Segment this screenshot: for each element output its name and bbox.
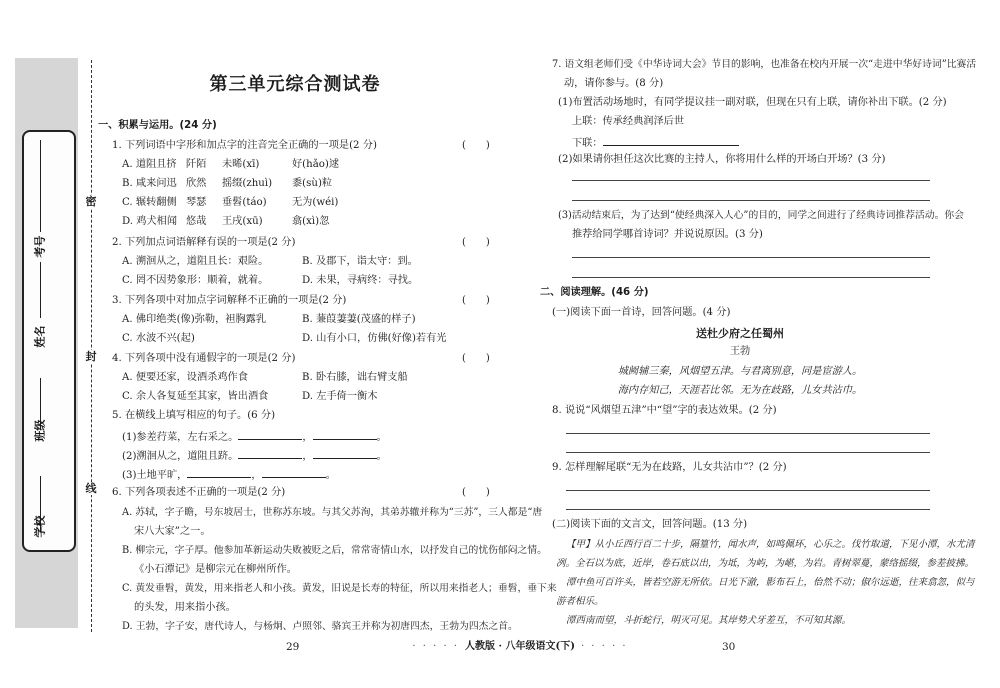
q5-line1-comma: ， xyxy=(302,432,313,443)
footer-dots-right: · · · · · xyxy=(580,641,628,652)
page-number-right: 30 xyxy=(722,641,736,653)
poem-line-2: 海内存知己，天涯若比邻。无为在歧路，儿女共沾巾。 xyxy=(617,385,863,396)
q1-answer-paren[interactable]: ( ) xyxy=(462,140,490,151)
q7-p3-answer-line-1[interactable] xyxy=(572,257,930,258)
footer-dots-left: · · · · · xyxy=(412,641,460,652)
fold-char-mi: 密 xyxy=(85,195,97,208)
q7-part3-line1: (3)活动结束后，为了达到“使经典深入人心”的目的，同学之间进行了经典诗词推荐活动。你会 xyxy=(558,210,964,221)
passage-line-4: 游者相乐。 xyxy=(556,596,604,607)
q8-answer-line-2[interactable] xyxy=(566,452,930,453)
q5-line2-blank2[interactable] xyxy=(313,448,377,459)
q7-lower-label: 下联： xyxy=(572,138,603,149)
section2-heading: 二、阅读理解。(46 分) xyxy=(540,287,649,298)
page-number-left: 29 xyxy=(286,641,300,653)
q1-option-d-2: 悠哉 xyxy=(186,216,207,227)
q7-p2-answer-line-2[interactable] xyxy=(572,200,930,201)
q9-answer-line-1[interactable] xyxy=(566,490,930,491)
q1-option-c-3: 垂髫(táo) xyxy=(222,197,267,208)
passage-line-5: 潭西南而望，斗折蛇行，明灭可见。其岸势犬牙差互，不可知其源。 xyxy=(566,615,852,626)
q4-option-c: C. 余人各复延至其家，皆出酒食 xyxy=(122,391,269,402)
page-title: 第三单元综合测试卷 xyxy=(209,74,381,95)
q8-stem: 8. 说说“风烟望五津”中“望”字的表达效果。(2 分) xyxy=(552,405,777,416)
q5-line1-prompt: (1)参差荇菜，左右采之。 xyxy=(122,432,239,443)
q4-option-b: B. 卧右膝，诎右臂支船 xyxy=(302,372,408,383)
q1-option-b-2: 欣然 xyxy=(186,178,207,189)
q5-line1-blank1[interactable] xyxy=(238,429,302,440)
exam-no-line xyxy=(40,140,41,232)
q3-answer-paren[interactable]: ( ) xyxy=(462,295,490,306)
school-label: 学校 xyxy=(33,515,47,538)
poem-author: 王勃 xyxy=(729,346,751,357)
fold-char-feng: 封 xyxy=(85,350,97,363)
q6-option-c-line2: 的头发，用来指小孩。 xyxy=(134,602,236,613)
passage-line-2: 冽。全石以为底，近岸，卷石底以出，为坻，为屿，为嵁，为岩。青树翠蔓，蒙络摇缀，参差披拂。 xyxy=(556,558,975,569)
q1-option-a-3: 未晞(xī) xyxy=(222,159,260,170)
section1-heading: 一、积累与运用。(24 分) xyxy=(98,120,217,131)
q2-option-a: A. 溯洄从之，道阻且长：艰险。 xyxy=(122,256,269,267)
q1-option-c-1: C. 辗转翻侧 xyxy=(122,197,177,208)
class-label: 班级 xyxy=(33,419,47,442)
q9-stem: 9. 怎样理解尾联“无为在歧路，儿女共沾巾”？(2 分) xyxy=(552,462,787,473)
q5-line2-comma: ， xyxy=(302,451,313,462)
q5-line3-blank1[interactable] xyxy=(187,467,251,478)
q5-line3-prompt: (3)土地平旷， xyxy=(122,470,188,481)
q1-option-b-4: 黍(sù)粒 xyxy=(292,178,333,189)
q1-stem: 1. 下列词语中字形和加点字的注音完全正确的一项是(2 分) xyxy=(112,140,377,151)
q1-option-a-1: A. 道阻且挤 xyxy=(122,159,177,170)
q7-stem-line1: 7. 语文组老师们受《中华诗词大会》节目的影响，也准备在校内开展一次“走进中华好诗词”比赛活 xyxy=(552,59,977,70)
q5-line3 xyxy=(122,467,336,482)
q4-answer-paren[interactable]: ( ) xyxy=(462,353,490,364)
q5-line2-prompt: (2)溯洄从之，道阻且跻。 xyxy=(122,451,239,462)
q4-option-d: D. 左手倚一衡木 xyxy=(302,391,378,402)
fold-line xyxy=(91,60,92,632)
q1-option-a-2: 阡陌 xyxy=(186,159,207,170)
q3-option-a: A. 佛印绝类(像)弥勒，袒胸露乳 xyxy=(122,314,267,325)
q2-option-d: D. 未果，寻病终：寻找。 xyxy=(302,275,419,286)
name-label: 姓名 xyxy=(33,325,47,348)
q3-option-d: D. 山有小口，仿佛(好像)若有光 xyxy=(302,333,447,344)
q1-option-a-4: 好(hǎo)逑 xyxy=(292,159,340,170)
footer-edition: 人教版 · 八年级语文(下) xyxy=(465,641,575,652)
q6-stem: 6. 下列各项表述不正确的一项是(2 分) xyxy=(112,487,286,498)
q2-answer-paren[interactable]: ( ) xyxy=(462,237,490,248)
q7-part2: (2)如果请你担任这次比赛的主持人，你将用什么样的开场白开场？(3 分) xyxy=(558,154,886,165)
q5-line1-period: 。 xyxy=(376,432,387,443)
q9-answer-line-2[interactable] xyxy=(566,509,930,510)
q1-option-d-1: D. 鸡犬相闻 xyxy=(122,216,178,227)
q7-p2-answer-line-1[interactable] xyxy=(572,180,930,181)
q6-option-a-line2: 宋八大家”之一。 xyxy=(134,526,211,537)
q8-answer-line-1[interactable] xyxy=(566,433,930,434)
q7-lower-couplet xyxy=(572,135,739,150)
reading2-intro: (二)阅读下面的文言文，回答问题。(13 分) xyxy=(552,519,748,530)
q5-line1 xyxy=(122,429,387,444)
q5-stem: 5. 在横线上填写相应的句子。(6 分) xyxy=(112,410,276,421)
q1-option-c-4: 无为(wéi) xyxy=(292,197,339,208)
footer-label xyxy=(400,641,640,653)
q7-part3-line2: 推荐给同学哪首诗词？并说说原因。(3 分) xyxy=(572,229,763,240)
q6-option-d-line1: D. 王勃，字子安，唐代诗人，与杨炯、卢照邻、骆宾王并称为初唐四杰，王勃为四杰之首。 xyxy=(122,621,518,632)
poem-line-1: 城阙辅三秦，风烟望五津。与君离别意，同是宦游人。 xyxy=(617,366,863,377)
q7-part1: (1)布置活动场地时，有同学提议挂一副对联，但现在只有上联，请你补出下联。(2 分) xyxy=(558,97,947,108)
name-line xyxy=(40,262,41,318)
q3-option-c: C. 水波不兴(起) xyxy=(122,333,195,344)
q2-stem: 2. 下列加点词语解释有误的一项是(2 分) xyxy=(112,237,296,248)
q4-stem: 4. 下列各项中没有通假字的一项是(2 分) xyxy=(112,353,296,364)
q1-option-b-1: B. 咸来问迅 xyxy=(122,178,177,189)
q1-option-c-2: 琴瑟 xyxy=(186,197,207,208)
q5-line1-blank2[interactable] xyxy=(313,429,377,440)
reading1-intro: (一)阅读下面一首诗，回答问题。(4 分) xyxy=(552,307,731,318)
passage-line-3: 潭中鱼可百许头，皆若空游无所依。日光下澈，影布石上，佁然不动；俶尔远逝，往来翕忽，似与 xyxy=(566,577,975,588)
q2-option-b: B. 及郡下，诣太守：到。 xyxy=(302,256,418,267)
q6-option-b-line2: 《小石潭记》是柳宗元在柳州所作。 xyxy=(134,564,297,575)
q5-line2 xyxy=(122,448,387,463)
q6-option-c-line1: C. 黄发垂髫，黄发，用来指老人和小孩。黄发，旧说是长寿的特征，所以用来指老人；垂髫，垂下来 xyxy=(122,583,557,594)
q1-option-b-3: 摇缀(zhuì) xyxy=(222,178,273,189)
q3-stem: 3. 下列各项中对加点字词解释不正确的一项是(2 分) xyxy=(112,295,347,306)
exam-no-label: 考号 xyxy=(33,235,47,258)
q5-line3-blank2[interactable] xyxy=(262,467,326,478)
q6-answer-paren[interactable]: ( ) xyxy=(462,487,490,498)
q5-line3-period: 。 xyxy=(325,470,336,481)
q1-option-d-3: 王戌(xū) xyxy=(222,216,263,227)
q5-line3-comma: ， xyxy=(251,470,262,481)
poem-title: 送杜少府之任蜀州 xyxy=(696,327,784,340)
q6-option-b-line1: B. 柳宗元，字子厚。他参加革新运动失败被贬之后，常常寄情山水，以抒发自己的忧伤郁闷之情。 xyxy=(122,545,547,556)
passage-line-1: 【甲】从小丘西行百二十步，隔篁竹，闻水声，如鸣佩环，心乐之。伐竹取道，下见小潭，水尤清 xyxy=(566,539,975,550)
q5-line2-blank1[interactable] xyxy=(238,448,302,459)
q3-option-b: B. 蒹葭萋萋(茂盛的样子) xyxy=(302,314,416,325)
q6-option-a-line1: A. 苏轼，字子瞻，号东坡居士，世称苏东坡。与其父苏洵，其弟苏辙并称为“三苏”，三人都是“唐 xyxy=(122,507,543,518)
q5-line2-period: 。 xyxy=(376,451,387,462)
q7-p3-answer-line-2[interactable] xyxy=(572,277,930,278)
fold-char-xian: 线 xyxy=(85,482,97,495)
q7-stem-line2: 动，请你参与。(8 分) xyxy=(564,78,664,89)
q7-upper-couplet: 上联：传承经典润泽后世 xyxy=(572,116,685,127)
q7-lower-blank[interactable] xyxy=(603,135,739,146)
q2-option-c: C. 罔不因势象形：顺着，就着。 xyxy=(122,275,269,286)
q4-option-a: A. 便要还家，设酒杀鸡作食 xyxy=(122,372,248,383)
q1-option-d-4: 翕(xì)忽 xyxy=(292,216,330,227)
